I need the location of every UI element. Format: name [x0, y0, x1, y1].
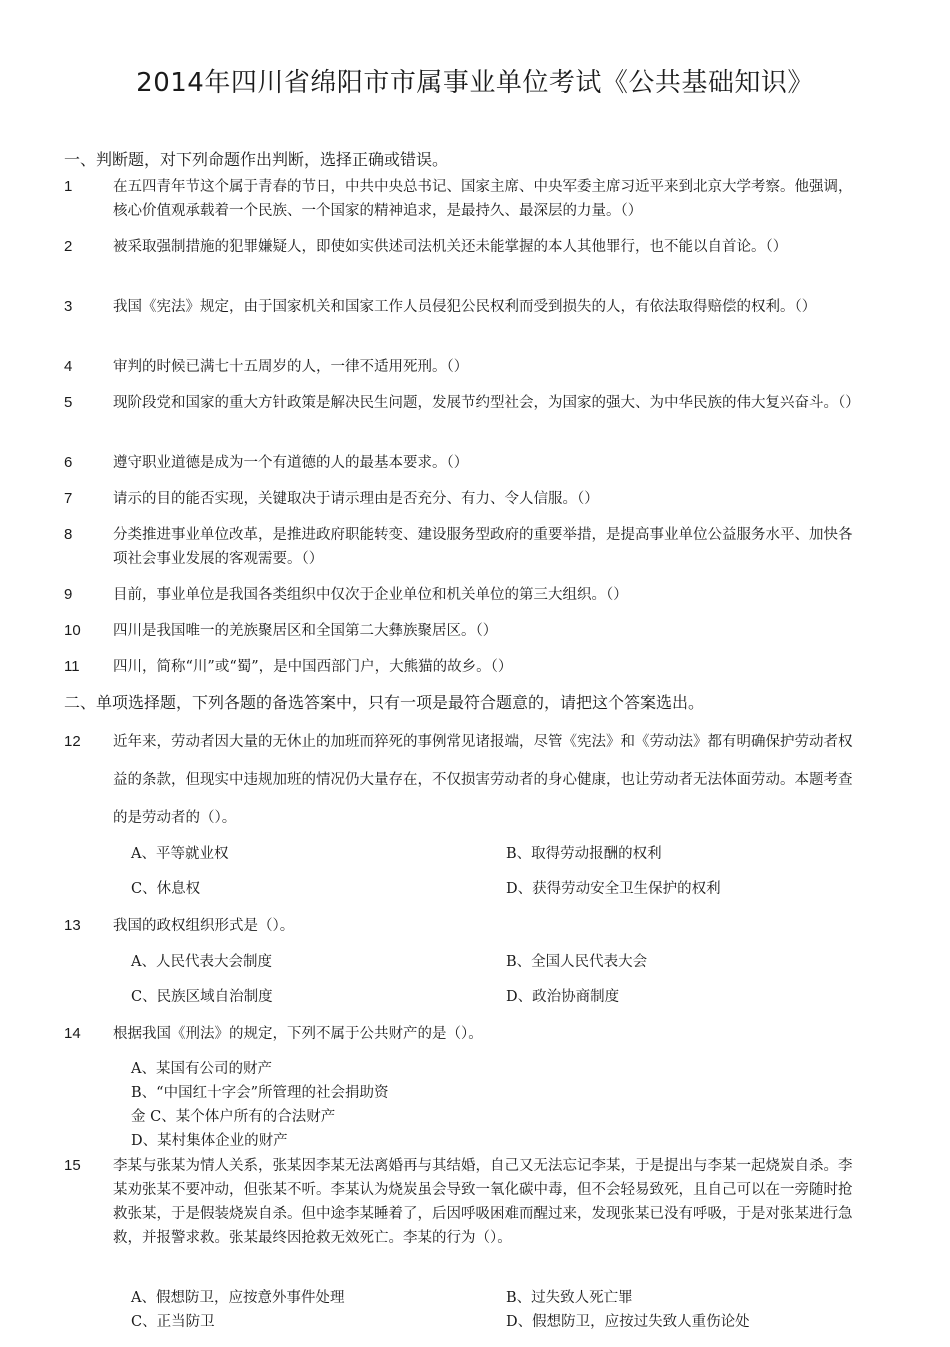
- question-4-text: 审判的时候已满七十五周岁的人，一律不适用死刑。（）: [113, 359, 469, 375]
- question-14-text: 根据我国《刑法》的规定，下列不属于公共财产的是（）。: [113, 1026, 483, 1042]
- question-12-text: 近年来，劳动者因大量的无休止的加班而猝死的事例常见诸报端，尽管《宪法》和《劳动法》都有明确保护劳动者权益的条款，但现实中违规加班的情况仍大量存在，不仅损害劳动者的身心健康，也让劳动者无法体面劳动。本题考查的是劳动者的（）。: [113, 734, 853, 826]
- question-12-option-b[interactable]: B、取得劳动报酬的权利: [506, 846, 662, 862]
- question-14-option-b[interactable]: B、“中国红十字会”所管理的社会捐助资: [131, 1085, 389, 1101]
- question-11-number: 11: [64, 658, 80, 675]
- question-15-option-a[interactable]: A、假想防卫，应按意外事件处理: [131, 1290, 345, 1306]
- question-3-text: 我国《宪法》规定，由于国家机关和国家工作人员侵犯公民权利而受到损失的人，有依法取得赔偿的权利。（）: [113, 299, 817, 315]
- question-4-number: 4: [64, 358, 73, 375]
- question-5-number: 5: [64, 394, 73, 411]
- question-10-number: 10: [64, 622, 81, 639]
- question-2-number: 2: [64, 238, 73, 255]
- question-5-text: 现阶段党和国家的重大方针政策是解决民生问题，发展节约型社会，为国家的强大、为中华民族的伟大复兴奋斗。（）: [113, 395, 860, 411]
- question-7-number: 7: [64, 490, 73, 507]
- question-6-number: 6: [64, 454, 73, 471]
- question-7-text: 请示的目的能否实现，关键取决于请示理由是否充分、有力、令人信服。（）: [113, 491, 599, 507]
- question-13-option-d[interactable]: D、政治协商制度: [506, 989, 620, 1005]
- question-14-option-c[interactable]: 金 C、某个体户所有的合法财产: [131, 1109, 336, 1125]
- question-14-number: 14: [64, 1025, 81, 1042]
- question-14-option-d[interactable]: D、某村集体企业的财产: [131, 1133, 288, 1149]
- question-12-option-a[interactable]: A、平等就业权: [131, 846, 229, 862]
- question-12-number: 12: [64, 733, 81, 750]
- section-1-heading: 一、判断题，对下列命题作出判断，选择正确或错误。: [64, 150, 449, 169]
- question-15-option-d[interactable]: D、假想防卫，应按过失致人重伤论处: [506, 1314, 750, 1330]
- question-9-text: 目前，事业单位是我国各类组织中仅次于企业单位和机关单位的第三大组织。（）: [113, 587, 628, 603]
- question-12-option-c[interactable]: C、休息权: [131, 881, 201, 897]
- question-13-text: 我国的政权组织形式是（）。: [113, 918, 295, 934]
- question-10-text: 四川是我国唯一的羌族聚居区和全国第二大彝族聚居区。（）: [113, 623, 498, 639]
- section-2-heading: 二、单项选择题，下列各题的备选答案中，只有一项是最符合题意的，请把这个答案选出。: [64, 693, 705, 712]
- question-8-text: 分类推进事业单位改革，是推进政府职能转变、建设服务型政府的重要举措，是提高事业单位公益服务水平、加快各项社会事业发展的客观需要。（）: [113, 527, 853, 567]
- question-15-option-c[interactable]: C、正当防卫: [131, 1314, 215, 1330]
- question-2-text: 被采取强制措施的犯罪嫌疑人，即使如实供述司法机关还未能掌握的本人其他罪行，也不能以自首论。（）: [113, 239, 788, 255]
- question-13-option-a[interactable]: A、人民代表大会制度: [131, 954, 272, 970]
- question-13-option-c[interactable]: C、民族区域自治制度: [131, 989, 273, 1005]
- question-8-number: 8: [64, 526, 73, 543]
- question-12-option-d[interactable]: D、获得劳动安全卫生保护的权利: [506, 881, 721, 897]
- question-1-number: 1: [64, 178, 73, 195]
- question-14-option-a[interactable]: A、某国有公司的财产: [131, 1061, 272, 1077]
- question-6-text: 遵守职业道德是成为一个有道德的人的最基本要求。（）: [113, 455, 469, 471]
- question-13-option-b[interactable]: B、全国人民代表大会: [506, 954, 648, 970]
- question-9-number: 9: [64, 586, 73, 603]
- question-1-text: 在五四青年节这个属于青春的节日，中共中央总书记、国家主席、中央军委主席习近平来到北京大学考察。他强调，核心价值观承载着一个民族、一个国家的精神追求，是最持久、最深层的力量。（）: [113, 179, 853, 219]
- question-11-text: 四川，简称“川”或“蜀”，是中国西部门户，大熊猫的故乡。（）: [113, 659, 513, 675]
- question-15-option-b[interactable]: B、过失致人死亡罪: [506, 1290, 633, 1306]
- document-title: 2014年四川省绵阳市市属事业单位考试《公共基础知识》: [136, 68, 814, 98]
- question-15-text: 李某与张某为情人关系，张某因李某无法离婚再与其结婚，自己又无法忘记李某，于是提出与李某一起烧炭自杀。李某劝张某不要冲动，但张某不听。李某认为烧炭虽会导致一氧化碳中毒，但不会轻易致死，且自己可以在一旁随时抢救张某，于是假装烧炭自杀。但中途李某睡着了，后因呼吸困难而醒过来，发现张某已没有呼吸，于是对张某进行急救，并报警求救。张某最终因抢救无效死亡。李某的行为（）。: [113, 1158, 853, 1246]
- question-13-number: 13: [64, 917, 81, 934]
- question-15-number: 15: [64, 1157, 81, 1174]
- question-3-number: 3: [64, 298, 73, 315]
